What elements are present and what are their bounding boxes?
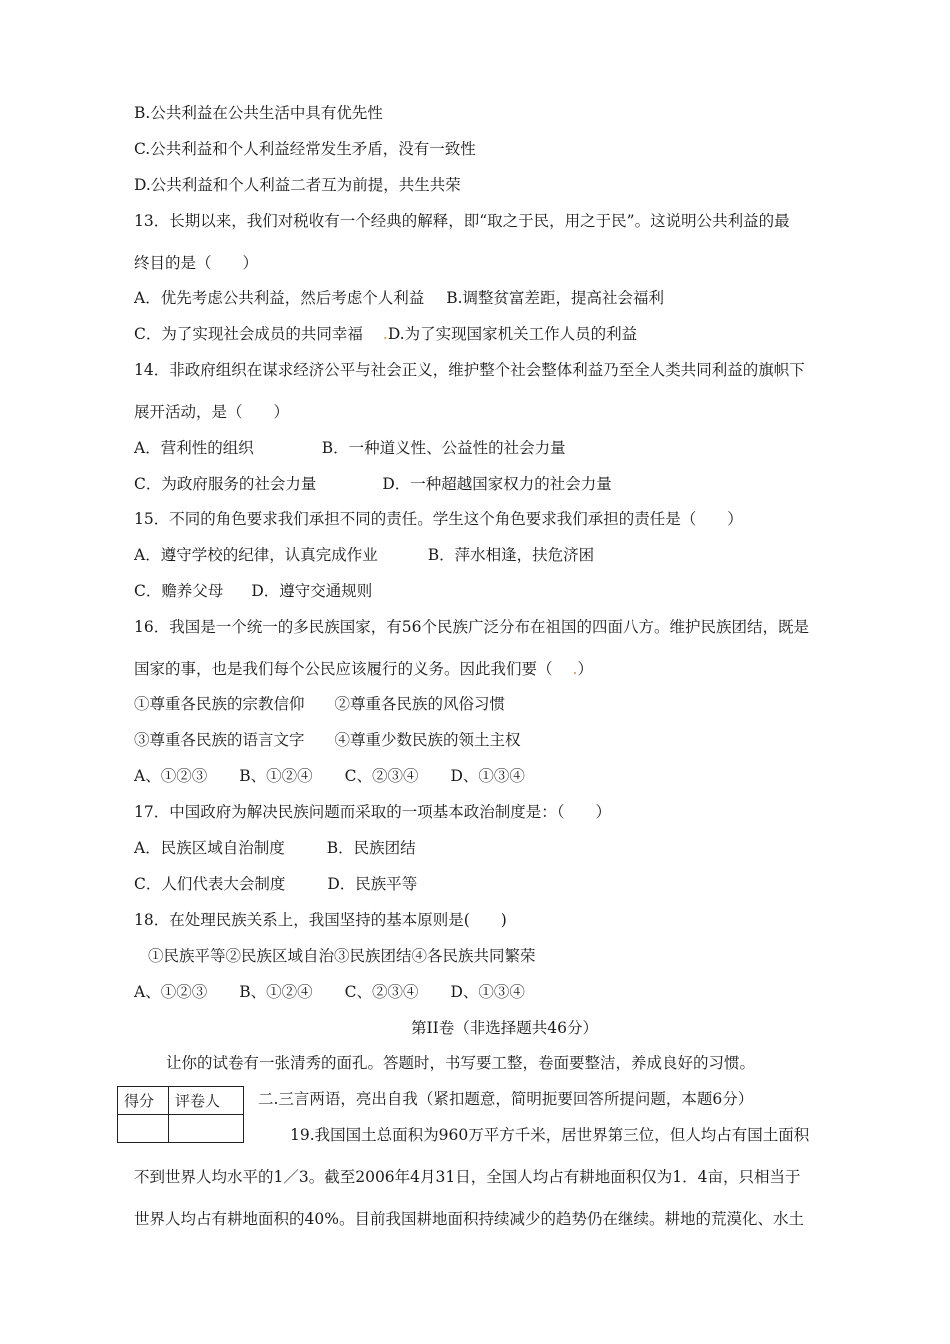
- q16-item-1: ①尊重各民族的宗教信仰: [134, 695, 305, 713]
- q13-options-row1: [134, 288, 664, 308]
- q17-options-row2: [134, 874, 417, 894]
- q15-option-c: C．赡养父母: [134, 582, 224, 600]
- grader-header: 评卷人: [169, 1087, 244, 1115]
- q13-stem: 13．长期以来，我们对税收有一个经典的解释，即“取之于民，用之于民”。这说明公共利益的最: [134, 212, 790, 230]
- q14-stem: 14．非政府组织在谋求经济公平与社会正义，维护整个社会整体利益乃至全人类共同利益的旗帜下: [134, 361, 805, 379]
- score-cell[interactable]: [118, 1115, 169, 1143]
- q17-option-b: B．民族团结: [326, 839, 416, 857]
- q16-item-4: ④尊重少数民族的领土主权: [334, 731, 521, 749]
- score-table: [117, 1086, 244, 1143]
- q16-option-b: B、①②④: [239, 767, 313, 785]
- q15-options-row1: [134, 545, 594, 565]
- part2-note: 让你的试卷有一张清秀的面孔。答题时，书写要工整，卷面要整洁，养成良好的习惯。: [166, 1054, 756, 1072]
- q13-options-row2: [134, 324, 637, 344]
- q19-stem: 19.我国国土总面积为960万平方千米，居世界第三位，但人均占有国土面积: [290, 1126, 810, 1144]
- q16-item-2: ②尊重各民族的风俗习惯: [334, 695, 506, 713]
- score-header: 得分: [118, 1087, 169, 1115]
- q12-option-c: C.公共利益和个人利益经常发生矛盾，没有一致性: [134, 140, 476, 158]
- q14-options-row1: [134, 438, 566, 458]
- q14-options-row2: [134, 474, 612, 494]
- q14-option-a: A．营利性的组织: [134, 439, 254, 457]
- q13-option-c: C．为了实现社会成员的共同幸福: [134, 325, 363, 343]
- q18-options: [134, 982, 525, 1002]
- q16-options: [134, 766, 525, 786]
- q12-option-d: D.公共利益和个人利益二者互为前提，共生共荣: [134, 176, 461, 194]
- q16-item-3: ③尊重各民族的语言文字: [134, 731, 305, 749]
- q13-option-a: A．优先考虑公共利益，然后考虑个人利益: [134, 289, 425, 307]
- q14-option-d: D．一种超越国家权力的社会力量: [382, 475, 612, 493]
- q16-stem: 16．我国是一个统一的多民族国家，有56个民族广泛分布在祖国的四面八方。维护民族团结，既是: [134, 618, 809, 636]
- grader-cell[interactable]: [169, 1115, 244, 1143]
- q18-option-d: D、①③④: [450, 983, 525, 1001]
- q13-stem-cont: 终目的是（ ）: [134, 254, 259, 272]
- q18-option-c: C、②③④: [344, 983, 419, 1001]
- q19-stem-cont2: 世界人均占有耕地面积的40%。目前我国耕地面积持续减少的趋势仍在继续。耕地的荒漠化、水土: [134, 1210, 804, 1228]
- q16-option-a: A、①②③: [134, 767, 208, 785]
- part2-title: 第II卷（非选择题共46分）: [411, 1019, 598, 1037]
- q16-option-d: D、①③④: [450, 767, 525, 785]
- q16-items-row1: [134, 694, 505, 714]
- stray-dot: .: [572, 660, 578, 678]
- q15-option-a: A．遵守学校的纪律，认真完成作业: [134, 546, 378, 564]
- q15-option-b: B．萍水相逢，扶危济困: [427, 546, 595, 564]
- q17-stem: 17．中国政府为解决民族问题而采取的一项基本政治制度是：（ ）: [134, 803, 611, 821]
- q13-option-d: D.为了实现国家机关工作人员的利益: [387, 325, 638, 343]
- q17-option-a: A．民族区域自治制度: [134, 839, 285, 857]
- stray-dot: .: [382, 325, 388, 343]
- q14-option-c: C．为政府服务的社会力量: [134, 475, 317, 493]
- q18-stem: 18．在处理民族关系上，我国坚持的基本原则是( ): [134, 911, 507, 929]
- q16-stem-text: 国家的事，也是我们每个公民应该履行的义务。因此我们要（: [134, 660, 553, 678]
- q17-option-d: D．民族平等: [327, 875, 418, 893]
- q17-option-c: C．人们代表大会制度: [134, 875, 286, 893]
- q15-options-row2: [134, 581, 372, 601]
- q16-stem-cont: [134, 659, 593, 679]
- section2-heading: 二.三言两语，亮出自我（紧扣题意，简明扼要回答所提问题，本题6分）: [258, 1090, 754, 1108]
- q16-items-row2: [134, 730, 521, 750]
- q18-option-b: B、①②④: [239, 983, 313, 1001]
- q18-option-a: A、①②③: [134, 983, 208, 1001]
- q15-stem: 15．不同的角色要求我们承担不同的责任。学生这个角色要求我们承担的责任是（ ）: [134, 510, 743, 528]
- q14-stem-cont: 展开活动，是（ ）: [134, 403, 290, 421]
- q16-option-c: C、②③④: [344, 767, 419, 785]
- q19-stem-cont1: 不到世界人均水平的1／3。截至2006年4月31日，全国人均占有耕地面积仅为1．4亩，只相当于: [134, 1168, 801, 1186]
- q14-option-b: B．一种道义性、公益性的社会力量: [321, 439, 566, 457]
- q15-option-d: D．遵守交通规则: [251, 582, 373, 600]
- q12-option-b: B.公共利益在公共生活中具有优先性: [134, 104, 383, 122]
- q13-option-b: B.调整贫富差距，提高社会福利: [446, 289, 665, 307]
- q17-options-row1: [134, 838, 416, 858]
- q18-items: ①民族平等②民族区域自治③民族团结④各民族共同繁荣: [148, 947, 536, 965]
- q16-stem-paren: ）: [577, 660, 593, 678]
